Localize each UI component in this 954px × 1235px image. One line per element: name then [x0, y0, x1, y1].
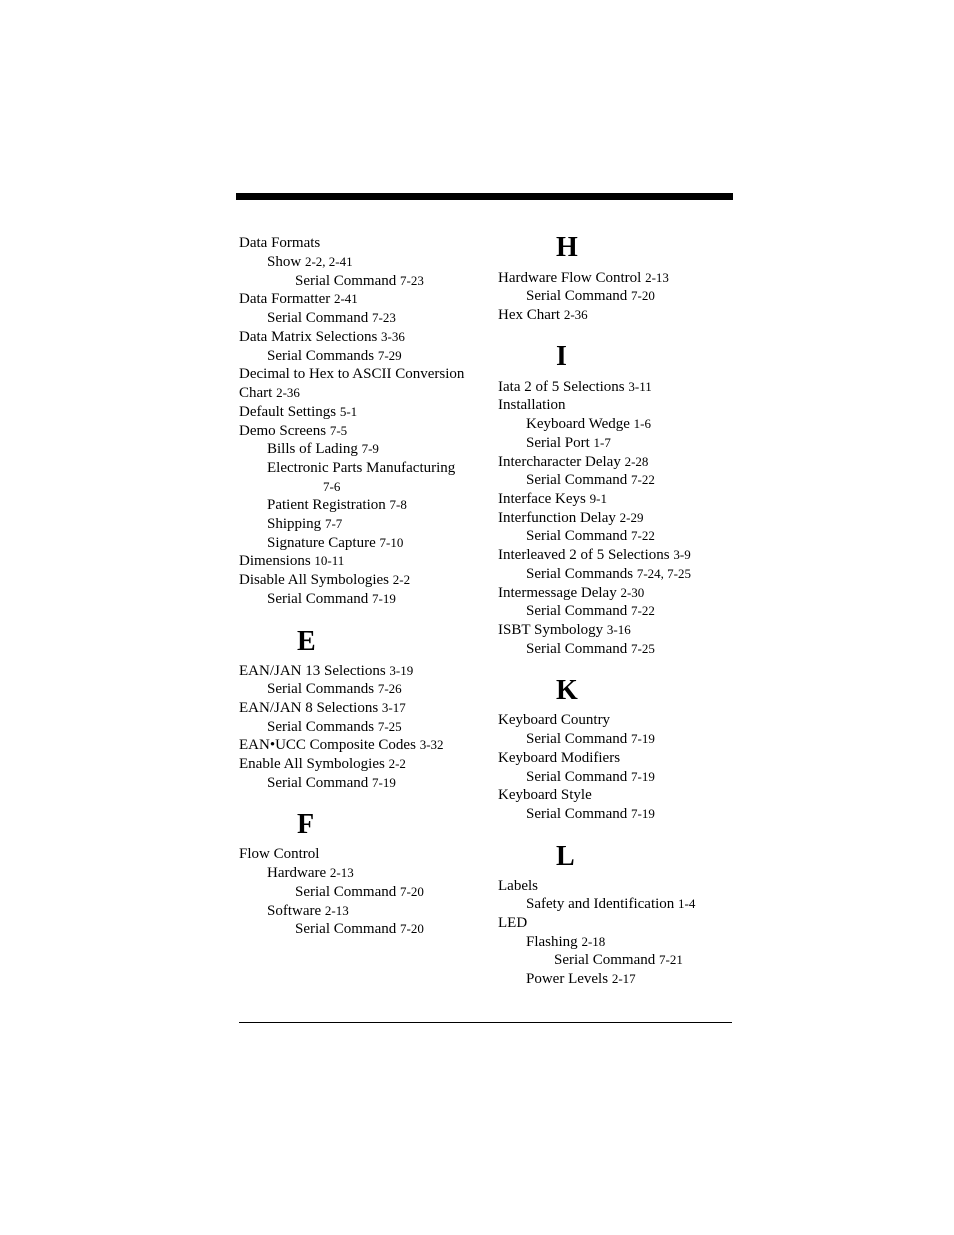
index-entry	[239, 571, 410, 589]
index-entry	[267, 718, 402, 736]
index-entry	[267, 515, 342, 533]
index-term: Demo Screens	[239, 423, 327, 439]
index-entry	[498, 914, 527, 932]
index-term: Serial Command	[526, 731, 628, 747]
index-term: Shipping	[267, 516, 322, 532]
index-term: Data Formats	[239, 235, 321, 251]
index-page-ref: 2-41	[333, 291, 358, 306]
index-entry	[526, 527, 655, 545]
index-page-ref: 2-18	[581, 934, 606, 949]
index-term: Intermessage Delay	[498, 585, 617, 601]
index-entry	[498, 269, 669, 287]
index-term: Serial Port	[526, 435, 590, 451]
index-page-ref: 7-23	[372, 310, 396, 325]
index-entry	[239, 365, 464, 383]
index-entry	[239, 699, 406, 717]
index-page-ref: 2-13	[329, 865, 354, 880]
index-term: Interfunction Delay	[498, 510, 616, 526]
index-page-ref: 7-19	[372, 591, 396, 606]
index-entry	[526, 768, 655, 786]
index-term: Show	[267, 254, 302, 270]
index-term: Enable All Symbologies	[239, 756, 385, 772]
index-entry	[498, 584, 644, 602]
index-term: Serial Command	[295, 921, 397, 937]
top-rule	[236, 193, 733, 200]
index-page-ref: 2-30	[620, 585, 645, 600]
index-page-ref: 1-7	[593, 435, 611, 450]
index-term: Serial Commands	[267, 348, 375, 364]
index-entry	[267, 902, 349, 920]
index-entry	[526, 895, 695, 913]
index-term: Dimensions	[239, 553, 311, 569]
section-letter-l: L	[556, 841, 575, 872]
index-entry	[239, 552, 344, 570]
index-term: Keyboard Style	[498, 787, 592, 803]
index-term: Flow Control	[239, 846, 320, 862]
index-term: Signature Capture	[267, 535, 376, 551]
index-term: ISBT Symbology	[498, 622, 604, 638]
index-entry	[267, 347, 402, 365]
index-entry	[267, 459, 455, 477]
index-term: Disable All Symbologies	[239, 572, 389, 588]
index-entry	[239, 662, 413, 680]
index-page-ref: 2-13	[324, 903, 349, 918]
index-entry	[498, 453, 648, 471]
index-entry	[267, 680, 402, 698]
index-entry	[498, 490, 607, 508]
index-page-ref: 7-9	[361, 441, 379, 456]
index-term: Bills of Lading	[267, 441, 358, 457]
index-page-ref: 7-6	[323, 479, 341, 494]
index-term: Serial Command	[526, 641, 628, 657]
index-term: EAN/JAN 8 Selections	[239, 700, 379, 716]
index-page-ref: 2-36	[563, 307, 588, 322]
index-page-ref: 3-32	[419, 737, 444, 752]
index-entry	[239, 234, 320, 252]
index-term: EAN•UCC Composite Codes	[239, 737, 416, 753]
index-term: Serial Commands	[526, 566, 634, 582]
index-entry	[323, 478, 340, 496]
index-term: Safety and Identification	[526, 896, 675, 912]
index-page-ref: 7-20	[400, 921, 424, 936]
index-page-ref: 3-36	[381, 329, 405, 344]
index-entry	[295, 883, 424, 901]
index-entry	[295, 920, 424, 938]
index-entry	[498, 306, 588, 324]
index-page-ref: 7-25	[377, 719, 402, 734]
index-entry	[498, 546, 691, 564]
index-term: Electronic Parts Manufacturing	[267, 460, 456, 476]
index-page-ref: 7-25	[631, 641, 655, 656]
index-page-ref: 7-7	[324, 516, 343, 531]
section-letter-f: F	[297, 809, 315, 840]
index-page-ref: 2-13	[645, 270, 669, 285]
index-entry	[239, 755, 406, 773]
index-term: Iata 2 of 5 Selections	[498, 379, 625, 395]
index-page-ref: 1-4	[678, 896, 696, 911]
index-entry	[498, 378, 652, 396]
index-entry	[498, 621, 631, 639]
index-entry	[526, 602, 655, 620]
index-term: Serial Command	[554, 952, 656, 968]
index-page-ref: 7-20	[631, 288, 655, 303]
index-page-ref: 2-17	[611, 971, 636, 986]
index-entry	[498, 786, 592, 804]
index-term: Software	[267, 903, 322, 919]
index-page-ref: 9-1	[589, 491, 607, 506]
index-page-ref: 5-1	[339, 404, 358, 419]
section-letter-i: I	[556, 341, 567, 372]
index-entry	[498, 396, 566, 414]
index-term: Default Settings	[239, 404, 337, 420]
index-entry	[267, 496, 407, 514]
index-term: Interface Keys	[498, 491, 586, 507]
index-term: Serial Command	[295, 273, 397, 289]
index-term: Serial Command	[267, 775, 369, 791]
index-page-ref: 1-6	[633, 416, 651, 431]
index-entry	[498, 509, 643, 527]
index-term: Serial Command	[526, 806, 628, 822]
index-term: Serial Commands	[267, 681, 375, 697]
index-entry	[526, 970, 636, 988]
index-term: LED	[498, 915, 528, 931]
index-term: Intercharacter Delay	[498, 454, 621, 470]
bottom-rule	[239, 1022, 732, 1023]
index-entry	[498, 877, 538, 895]
index-entry	[267, 440, 379, 458]
index-entry	[526, 805, 655, 823]
index-page-ref: 7-24, 7-25	[636, 566, 691, 581]
index-page-ref: 7-8	[389, 497, 407, 512]
index-term: Interleaved 2 of 5 Selections	[498, 547, 670, 563]
index-page-ref: 3-19	[389, 663, 414, 678]
index-page-ref: 7-22	[631, 603, 655, 618]
index-term: Data Matrix Selections	[239, 329, 378, 345]
index-term: Serial Command	[526, 288, 628, 304]
index-entry	[526, 415, 651, 433]
index-page-ref: 3-17	[381, 700, 406, 715]
index-entry	[554, 951, 683, 969]
index-entry	[498, 749, 620, 767]
index-term: Power Levels	[526, 971, 609, 987]
index-entry	[239, 384, 300, 402]
index-entry	[526, 933, 605, 951]
index-page-ref: 7-19	[372, 775, 396, 790]
index-entry	[267, 864, 354, 882]
index-entry	[526, 565, 691, 583]
index-term: Serial Command	[295, 884, 397, 900]
index-term: Flashing	[526, 934, 578, 950]
index-term: Data Formatter	[239, 291, 331, 307]
index-term: Hardware Flow Control	[498, 270, 642, 286]
index-term: Keyboard Modifiers	[498, 750, 621, 766]
index-term: Serial Command	[526, 528, 628, 544]
index-page-ref: 3-9	[673, 547, 691, 562]
index-page-ref: 3-16	[606, 622, 631, 637]
index-entry	[239, 403, 357, 421]
index-page-ref: 7-29	[377, 348, 402, 363]
index-entry	[239, 422, 347, 440]
index-page-ref: 2-2	[392, 572, 411, 587]
index-term: Serial Commands	[267, 719, 375, 735]
index-page-ref: 7-22	[631, 528, 655, 543]
index-page-ref: 7-10	[379, 535, 404, 550]
index-page-ref: 7-19	[631, 769, 655, 784]
index-term: EAN/JAN 13 Selections	[239, 663, 386, 679]
index-page-ref: 10-11	[314, 553, 345, 568]
index-entry	[526, 640, 655, 658]
section-letter-h: H	[556, 232, 578, 263]
index-term: Serial Command	[267, 310, 369, 326]
index-page-ref: 7-26	[377, 681, 402, 696]
index-page-ref: 7-23	[400, 273, 424, 288]
index-term: Chart	[239, 385, 273, 401]
index-entry	[267, 253, 353, 271]
index-entry	[526, 471, 655, 489]
index-entry	[239, 290, 358, 308]
section-letter-k: K	[556, 675, 578, 706]
index-page-ref: 2-28	[624, 454, 649, 469]
index-term: Serial Command	[526, 472, 628, 488]
index-term: Keyboard Country	[498, 712, 611, 728]
index-term: Serial Command	[526, 603, 628, 619]
index-page-ref: 7-21	[659, 952, 683, 967]
index-entry	[295, 272, 424, 290]
index-entry	[267, 774, 396, 792]
index-page-ref: 7-5	[329, 423, 348, 438]
index-entry	[526, 434, 611, 452]
index-term: Hardware	[267, 865, 327, 881]
index-term: Hex Chart	[498, 307, 561, 323]
index-term: Decimal to Hex to ASCII Conversion	[239, 366, 465, 382]
section-letter-e: E	[297, 626, 316, 657]
index-entry	[267, 309, 396, 327]
index-term: Installation	[498, 397, 566, 413]
index-entry	[239, 736, 444, 754]
index-entry	[526, 730, 655, 748]
index-page-ref: 2-36	[276, 385, 300, 400]
index-entry	[267, 590, 396, 608]
index-page-ref: 2-29	[619, 510, 644, 525]
index-term: Keyboard Wedge	[526, 416, 630, 432]
index-term: Serial Command	[526, 769, 628, 785]
index-page-ref: 3-11	[628, 379, 652, 394]
index-entry	[239, 845, 319, 863]
index-entry	[267, 534, 403, 552]
index-page-ref: 2-2, 2-41	[304, 254, 353, 269]
index-page-ref: 7-19	[631, 806, 655, 821]
index-entry	[526, 287, 655, 305]
index-entry	[239, 328, 405, 346]
index-page-ref: 7-22	[631, 472, 655, 487]
index-page-ref: 2-2	[388, 756, 406, 771]
index-term: Patient Registration	[267, 497, 386, 513]
index-term: Serial Command	[267, 591, 369, 607]
index-term: Labels	[498, 878, 538, 894]
index-page-ref: 7-19	[631, 731, 655, 746]
index-page-ref: 7-20	[400, 884, 424, 899]
index-entry	[498, 711, 610, 729]
